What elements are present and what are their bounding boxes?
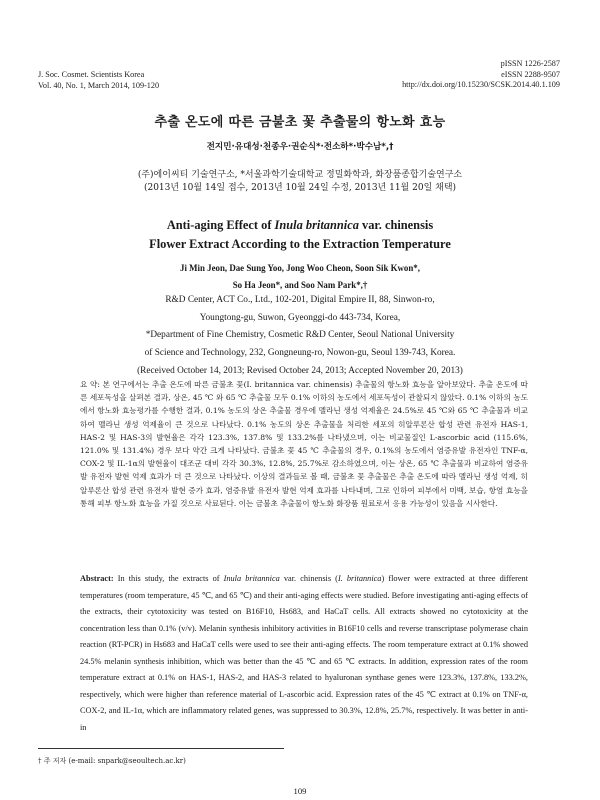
title-text: Anti-aging Effect of (166, 218, 275, 232)
english-abstract-text (80, 571, 528, 736)
title-species: Inula britannica (274, 218, 359, 232)
korean-title: 추출 온도에 따른 금불초 꽃 추출물의 항노화 효능 (154, 115, 446, 130)
abstract-text: In this study, the extracts of (113, 574, 224, 583)
title-text-variety: var. chinensis (358, 218, 434, 232)
korean-abstract-text: 요 약: 본 연구에서는 추출 온도에 따른 금불초 꽃(I. britannica var. chinensis) 추출물의 항노화 효능을 알아보았다. 추출 온도에 따른 세포독성을 살펴본 결과, 상온, 45 ℃ 와 65 ℃ 추출물 모두 0.1% 이하의 농도에서 세포독성이 관찰되지 않았다. 0.1% 이하의 농도에서 항노화 효능평가를 수행한 결과, 0.1% 농도의 상온 추출물 경우에 멜라닌 생성 억제율은 24.5%로 45 ℃와 65 ℃ 추출물과 비교하여 멜라닌 생성 억제율이 큰 것으로 나타났다. 0.1% 농도의 상온 추출물을 처리한 세포의 히알루론산 합성 관련 유전자 HAS-1, HAS-2 및 HAS-3의 발현율은 각각 123.3%, 137.8% 및 133.2%를 나타냈으며, 이는 비교물질인 L-ascorbic acid (115.6%, 121.0% 및 131.4%) 경우 보다 약간 크게 나타났다. 금불초 꽃 45 ℃ 추출물의 경우, 0.1%의 농도에서 염증유발 유전자인 TNF-α, COX-2 및 IL-1α의 발현율이 대조군 대비 각각 30.3%, 12.8%, 25.7%로 감소하였으며, 이는 상온, 65 ℃ 추출물과 비교하여 염증유발 유전자 발현 억제 효과가 더 큰 것으로 나타났다. 이상의 결과들로 볼 때, 금불초 꽃 추출물은 추출 온도에 따라 멜라닌 생성 억제, 히알루론산 합성 관련 유전자 발현 증가 효과, 염증유발 유전자 발현 억제 효과를 나타내며, 그로 인하여 피부에서 미백, 보습, 항염 효능을 통해 피부 항노화 효능을 가질 것으로 사료된다. 이는 금불초 추출물이 항노화 화장품 원료로서 응용 가능성이 있음을 시사한다. (80, 380, 528, 508)
korean-affiliation: (주)에이씨티 기술연구소, *서울과학기술대학교 정밀화학과, 화장품종합기술연구소 (137, 170, 463, 180)
english-title-line2: Flower Extract According to the Extraction Temperature (149, 236, 451, 251)
english-title-line1 (0, 216, 600, 235)
volume-info: Vol. 40, No. 1, March 2014, 109-120 (38, 80, 160, 90)
affiliation-line: R&D Center, ACT Co., Ltd., 102-201, Digital Empire II, 88, Sinwon-ro, (165, 295, 435, 305)
korean-authors: 전지민·유대성·천종우·권순식*·전소하*·박수남*,† (206, 142, 394, 152)
english-authors (0, 260, 600, 294)
footnote-divider (38, 748, 284, 749)
eissn: eISSN 2288-9507 (501, 69, 560, 79)
affiliation-line: of Science and Technology, 232, Gongneung-ro, Nowon-gu, Seoul 139-743, Korea. (144, 348, 456, 359)
pissn: pISSN 1226-2587 (500, 59, 560, 68)
abstract-species-short: I. britannica (337, 574, 382, 583)
english-affiliation (0, 292, 600, 381)
affiliation-line: *Department of Fine Chemistry, Cosmetic R&D Center, Seoul National University (145, 330, 455, 341)
journal-header-right (402, 59, 560, 91)
abstract-species: Inula britannica (223, 574, 280, 583)
english-authors-line2: So Ha Jeon*, and Soo Nam Park*,† (232, 280, 368, 290)
english-abstract (80, 571, 528, 736)
english-title (0, 216, 600, 253)
abstract-text: var. chinensis ( (279, 574, 338, 583)
korean-abstract (80, 378, 528, 510)
english-authors-line1: Ji Min Jeon, Dae Sung Yoo, Jong Woo Cheon, Soon Sik Kwon*, (180, 263, 420, 273)
abstract-label: Abstract: (80, 574, 114, 583)
korean-dates: (2013년 10월 14일 접수, 2013년 10월 24일 수정, 2013년 11월 20일 채택) (143, 183, 457, 193)
english-dates: (Received October 14, 2013; Revised October 24, 2013; Accepted November 20, 2013) (137, 365, 463, 376)
affiliation-line: Youngtong-gu, Suwon, Gyeonggi-do 443-734, Korea, (199, 312, 401, 323)
page-number: 109 (293, 786, 307, 796)
journal-name: J. Soc. Cosmet. Scientists Korea (38, 70, 145, 79)
journal-header-left (38, 70, 159, 91)
korean-affiliation-block (0, 169, 600, 195)
footnote: † 주 저자 (e-mail: snpark@seoultech.ac.kr) (38, 757, 186, 765)
abstract-text: ) flower were extracted at three different temperatures (room temperature, 45 ℃, and 65 ℃) and their anti-aging effects were studied. Before investigating anti-aging effects of the extracts, their cytotoxicity was tested on B16F10, Hs683, and HaCaT cells. All extracts showed no cytotoxicity at the concentration less than 0.1% (v/v). Melanin synthesis inhibitory activities in B16F10 cells and reverse transcriptase polymerase chain reaction (RT-PCR) in Hs683 and HaCaT cells were used to see their anti-aging effects. The room temperature extract at 0.1% showed 24.5% melanin synthesis inhibition, which was better than the 45 ℃ and 65 ℃ extracts. In addition, expression rates of the room temperature extract at 0.1% on HAS-1, HAS-2, and HAS-3 related to hyaluronan synthase genes were 123.3%, 137.8%, 133.2%, respectively, which were higher than reference material of L-ascorbic acid. Expression rates of the 45 ℃ extract at 0.1% on TNF-α, COX-2, and IL-1α, which are inflammatory related genes, was suppressed to 30.3%, 12.8%, 25.7%, respectively. It was better in anti-in (80, 574, 528, 732)
doi-link[interactable]: http://dx.doi.org/10.15230/SCSK.2014.40.1.109 (402, 80, 560, 89)
